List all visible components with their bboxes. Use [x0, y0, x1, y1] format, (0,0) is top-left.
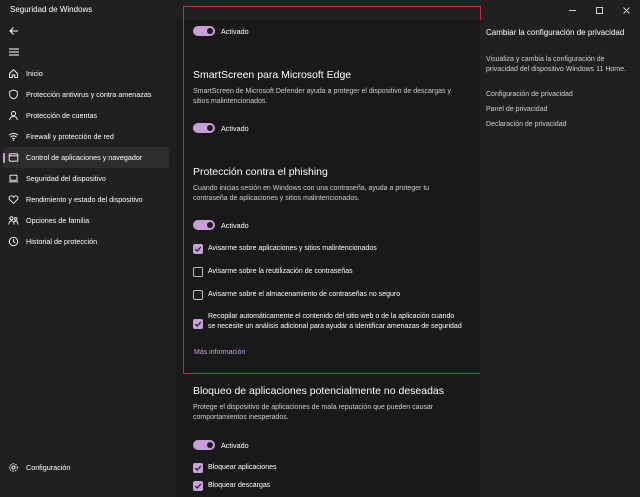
warn-unsafe-storage-label: Avisarme sobre el almacenamiento de contraseñas no seguro — [208, 291, 401, 298]
warn-reuse-label: Avisarme sobre la reutilización de contraseñas — [208, 268, 353, 275]
checkmark-icon — [194, 482, 202, 490]
sidebar — [0, 20, 176, 497]
block-apps-checkbox[interactable] — [193, 463, 203, 473]
block-downloads-label: Bloquear descargas — [208, 482, 271, 489]
sidebar-item-familia[interactable] — [3, 210, 169, 231]
warn-malicious-checkbox[interactable] — [193, 244, 203, 254]
privacy-settings-link[interactable]: Configuración de privacidad — [486, 91, 573, 98]
edge-section-title: SmartScreen para Microsoft Edge — [193, 69, 352, 81]
sidebar-item-seguridad-dispositivo[interactable] — [3, 168, 169, 189]
history-icon — [8, 236, 19, 247]
settings-button[interactable] — [3, 457, 169, 478]
pua-section-description: Protege el dispositivo de aplicaciones de mala reputación que pueden causar comportamientos inesperados. — [193, 404, 434, 421]
privacy-statement-link[interactable]: Declaración de privacidad — [486, 121, 567, 128]
collect-content-label: Recopilar automáticamente el contenido del sitio web o de la aplicación cuando se necesite un análisis adicional para ayudar a identificar amenazas de seguridad — [208, 313, 462, 330]
phishing-section-description: Cuando inicias sesión en Windows con una contraseña, ayuda a proteger tu contraseña de aplicaciones y sitios malintencionados. — [193, 185, 430, 202]
toggle-knob — [207, 222, 213, 228]
checkmark-icon — [194, 245, 202, 253]
pua-toggle[interactable] — [193, 440, 215, 450]
sidebar-item-label: Inicio — [26, 69, 43, 78]
person-icon — [8, 110, 19, 121]
checkmark-icon — [194, 320, 202, 328]
sidebar-item-label: Protección de cuentas — [26, 111, 98, 120]
pua-section-title: Bloqueo de aplicaciones potencialmente no deseadas — [193, 385, 445, 397]
browser-icon — [8, 152, 19, 163]
shield-icon — [8, 89, 19, 100]
more-info-link[interactable]: Más información — [194, 349, 246, 356]
sidebar-item-label: Seguridad del dispositivo — [26, 174, 106, 183]
edge-section-description: SmartScreen de Microsoft Defender ayuda a proteger el dispositivo de descargas y sitios malintencionados. — [193, 88, 451, 105]
back-arrow-icon[interactable] — [7, 24, 21, 38]
minimize-button[interactable] — [559, 0, 586, 20]
toggle-knob — [207, 28, 213, 34]
wifi-icon — [8, 131, 19, 142]
toggle-knob — [207, 442, 213, 448]
warn-malicious-label: Avisarme sobre aplicaciones y sitios malintencionados — [208, 245, 377, 252]
toggle-knob — [207, 125, 213, 131]
sidebar-item-label: Rendimiento y estado del dispositivo — [26, 195, 143, 204]
top-toggle[interactable] — [193, 26, 215, 36]
sidebar-item-inicio[interactable] — [3, 63, 169, 84]
edge-toggle[interactable] — [193, 123, 215, 133]
close-button[interactable] — [613, 0, 640, 20]
privacy-panel-description: Visualiza y cambia la configuración de privacidad del dispositivo Windows 11 Home. — [486, 56, 626, 73]
phishing-section-title: Protección contra el phishing — [193, 166, 328, 178]
checkmark-icon — [194, 464, 202, 472]
edge-toggle-label: Activado — [221, 124, 249, 133]
home-icon — [8, 68, 19, 79]
sidebar-item-label: Protección antivirus y contra amenazas — [26, 90, 152, 99]
privacy-dashboard-link[interactable]: Panel de privacidad — [486, 106, 548, 113]
warn-unsafe-storage-checkbox[interactable] — [193, 290, 203, 300]
maximize-button[interactable] — [586, 0, 613, 20]
sidebar-item-label: Firewall y protección de red — [26, 132, 114, 141]
sidebar-item-label: Historial de protección — [26, 237, 98, 246]
warn-reuse-checkbox[interactable] — [193, 267, 203, 277]
privacy-panel-title: Cambiar la configuración de privacidad — [486, 28, 625, 37]
block-downloads-checkbox[interactable] — [193, 481, 203, 491]
sidebar-item-control-aplicaciones[interactable] — [3, 147, 169, 168]
gear-icon — [8, 462, 19, 473]
phishing-toggle[interactable] — [193, 220, 215, 230]
close-icon — [622, 6, 631, 15]
sidebar-item-label: Opciones de familia — [26, 216, 90, 225]
settings-label: Configuración — [26, 463, 71, 472]
collect-content-checkbox[interactable] — [193, 319, 203, 329]
phishing-toggle-label: Activado — [221, 221, 249, 230]
laptop-icon — [8, 173, 19, 184]
right-panel — [480, 20, 640, 497]
app-title: Seguridad de Windows — [10, 5, 93, 14]
heart-icon — [8, 194, 19, 205]
hamburger-menu-icon[interactable] — [7, 45, 21, 59]
sidebar-item-historial[interactable] — [3, 231, 169, 252]
family-icon — [8, 215, 19, 226]
window-controls — [559, 0, 640, 20]
sidebar-item-firewall[interactable] — [3, 126, 169, 147]
sidebar-item-cuentas[interactable] — [3, 105, 169, 126]
sidebar-item-rendimiento[interactable] — [3, 189, 169, 210]
pua-toggle-label: Activado — [221, 441, 249, 450]
maximize-icon — [595, 6, 604, 15]
selection-indicator — [3, 153, 5, 163]
minimize-icon — [568, 6, 577, 15]
top-toggle-label: Activado — [221, 27, 249, 36]
sidebar-item-label: Control de aplicaciones y navegador — [26, 153, 143, 162]
block-apps-label: Bloquear aplicaciones — [208, 464, 277, 471]
sidebar-item-antivirus[interactable] — [3, 84, 169, 105]
